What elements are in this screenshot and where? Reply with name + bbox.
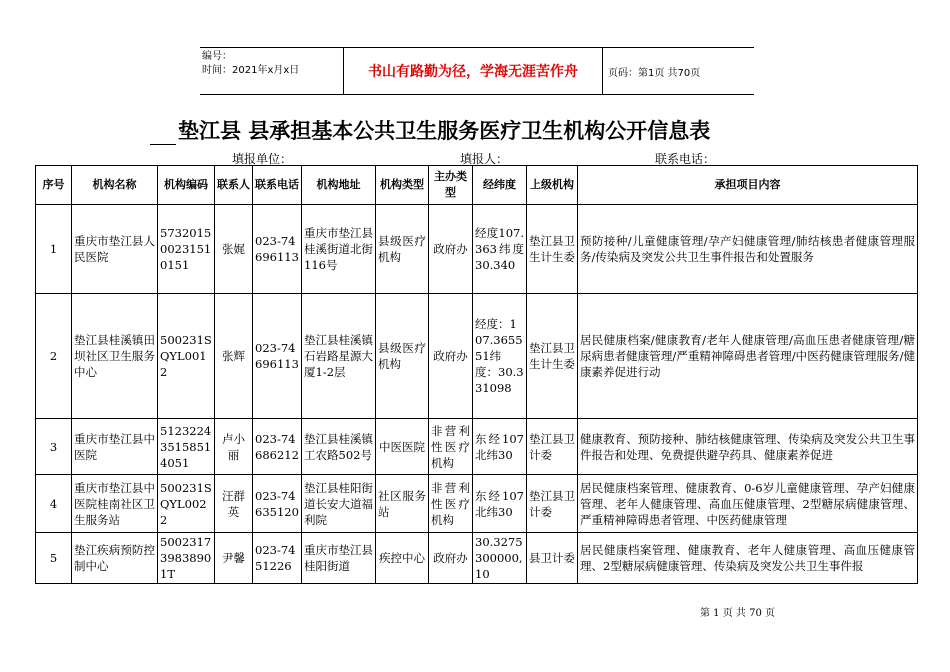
cell-sponsor: 政府办 bbox=[429, 533, 473, 584]
cell-items: 预防接种/儿童健康管理/孕产妇健康管理/肺结核患者健康管理服务/传染病及突发公共卫生事件报告和处置服务 bbox=[578, 205, 918, 294]
col-header: 经纬度 bbox=[473, 166, 527, 205]
document-title-block bbox=[150, 115, 830, 145]
cell-geo: 经度107.363纬度30.340 bbox=[473, 205, 527, 294]
cell-code: 500231SQYL0012 bbox=[158, 294, 215, 419]
cell-name: 重庆市垫江县中医院桂南社区卫生服务站 bbox=[72, 475, 158, 533]
fill-phone: 联系电话： bbox=[655, 152, 716, 166]
cell-phone: 023-74696113 bbox=[253, 205, 302, 294]
title-underline bbox=[150, 122, 176, 145]
cell-type: 县级医疗机构 bbox=[376, 294, 429, 419]
cell-items: 居民健康档案管理、健康教育、老年人健康管理、高血压健康管理、2型糖尿病健康管理、传染病及突发公共卫生事件报 bbox=[578, 533, 918, 584]
cell-parent: 垫江县卫计委 bbox=[527, 419, 578, 475]
page-label: 页码：第1页 共70页 bbox=[608, 68, 701, 79]
cell-parent: 垫江县卫生计生委 bbox=[527, 294, 578, 419]
col-header: 联系电话 bbox=[253, 166, 302, 205]
code-label: 编号： bbox=[202, 51, 232, 62]
col-header: 联系人 bbox=[215, 166, 253, 205]
cell-items: 健康教育、预防接种、肺结核健康管理、传染病及突发公共卫生事件报告和处理、免费提供避孕药具、健康素养促进 bbox=[578, 419, 918, 475]
cell-phone: 023-74635120 bbox=[253, 475, 302, 533]
cell-address: 垫江县桂溪镇石岩路星源大厦1-2层 bbox=[302, 294, 376, 419]
cell-no: 3 bbox=[36, 419, 72, 475]
cell-address: 重庆市垫江县桂溪街道北街116号 bbox=[302, 205, 376, 294]
table-header-row bbox=[36, 166, 918, 205]
cell-geo: 东经107北纬30 bbox=[473, 419, 527, 475]
cell-sponsor: 政府办 bbox=[429, 205, 473, 294]
cell-contact: 汪群英 bbox=[215, 475, 253, 533]
cell-name: 重庆市垫江县中医院 bbox=[72, 419, 158, 475]
document-title: 垫江县 县承担基本公共卫生服务医疗卫生机构公开信息表 bbox=[178, 118, 711, 143]
table-row bbox=[36, 294, 918, 419]
cell-code: 500231SQYL0022 bbox=[158, 475, 215, 533]
cell-no: 5 bbox=[36, 533, 72, 584]
cell-parent: 垫江县卫计委 bbox=[527, 475, 578, 533]
cell-parent: 垫江县卫生计生委 bbox=[527, 205, 578, 294]
col-header: 机构名称 bbox=[72, 166, 158, 205]
cell-code: 573201500231510151 bbox=[158, 205, 215, 294]
cell-phone: 023-7451226 bbox=[253, 533, 302, 584]
cell-type: 县级医疗机构 bbox=[376, 205, 429, 294]
fill-unit: 填报单位： bbox=[232, 152, 293, 166]
cell-type: 中医医院 bbox=[376, 419, 429, 475]
cell-contact: 张辉 bbox=[215, 294, 253, 419]
cell-contact: 卢小丽 bbox=[215, 419, 253, 475]
cell-sponsor: 非营利性医疗机构 bbox=[429, 475, 473, 533]
cell-no: 1 bbox=[36, 205, 72, 294]
fill-person: 填报人： bbox=[460, 152, 509, 166]
cell-geo: 30.3275300000,10 bbox=[473, 533, 527, 584]
cell-parent: 县卫计委 bbox=[527, 533, 578, 584]
col-header: 机构类型 bbox=[376, 166, 429, 205]
col-header: 序号 bbox=[36, 166, 72, 205]
cell-contact: 张娓 bbox=[215, 205, 253, 294]
table-row bbox=[36, 419, 918, 475]
cell-sponsor: 政府办 bbox=[429, 294, 473, 419]
page-footer: 第 1 页 共 70 页 bbox=[700, 608, 775, 619]
cell-name: 重庆市垫江县人民医院 bbox=[72, 205, 158, 294]
header-meta bbox=[202, 50, 299, 78]
table-row bbox=[36, 475, 918, 533]
table-row bbox=[36, 533, 918, 584]
time-label: 时间：2021年x月x日 bbox=[202, 65, 300, 76]
cell-address: 重庆市垫江县桂阳街道 bbox=[302, 533, 376, 584]
cell-no: 2 bbox=[36, 294, 72, 419]
cell-code: 500231739838901T bbox=[158, 533, 215, 584]
col-header: 主办类型 bbox=[429, 166, 473, 205]
cell-sponsor: 非营利性医疗机构 bbox=[429, 419, 473, 475]
cell-geo: 经度：107.365551纬度：30.331098 bbox=[473, 294, 527, 419]
cell-address: 垫江县桂阳街道长安大道福利院 bbox=[302, 475, 376, 533]
cell-items: 居民健康档案/健康教育/老年人健康管理/高血压患者健康管理/糖尿病患者健康管理/严重精神障碍患者管理/中医药健康管理服务/健康素养促进行动 bbox=[578, 294, 918, 419]
table-row bbox=[36, 205, 918, 294]
cell-address: 垫江县桂溪镇工农路502号 bbox=[302, 419, 376, 475]
cell-phone: 023-74686212 bbox=[253, 419, 302, 475]
motto: 书山有路勤为径，学海无涯苦作舟 bbox=[343, 48, 603, 94]
info-table bbox=[35, 165, 918, 584]
cell-contact: 尹馨 bbox=[215, 533, 253, 584]
col-header: 上级机构 bbox=[527, 166, 578, 205]
page-header bbox=[200, 47, 754, 95]
cell-name: 垫江疾病预防控制中心 bbox=[72, 533, 158, 584]
cell-no: 4 bbox=[36, 475, 72, 533]
col-header: 机构地址 bbox=[302, 166, 376, 205]
cell-type: 疾控中心 bbox=[376, 533, 429, 584]
cell-geo: 东经107北纬30 bbox=[473, 475, 527, 533]
col-header: 机构编码 bbox=[158, 166, 215, 205]
cell-name: 垫江县桂溪镇田坝社区卫生服务中心 bbox=[72, 294, 158, 419]
cell-phone: 023-74696113 bbox=[253, 294, 302, 419]
cell-code: 512322435158514051 bbox=[158, 419, 215, 475]
cell-items: 居民健康档案管理、健康教育、0-6岁儿童健康管理、孕产妇健康管理、老年人健康管理、高血压健康管理、2型糖尿病健康管理、严重精神障碍患者管理、中医药健康管理 bbox=[578, 475, 918, 533]
cell-type: 社区服务站 bbox=[376, 475, 429, 533]
col-header: 承担项目内容 bbox=[578, 166, 918, 205]
